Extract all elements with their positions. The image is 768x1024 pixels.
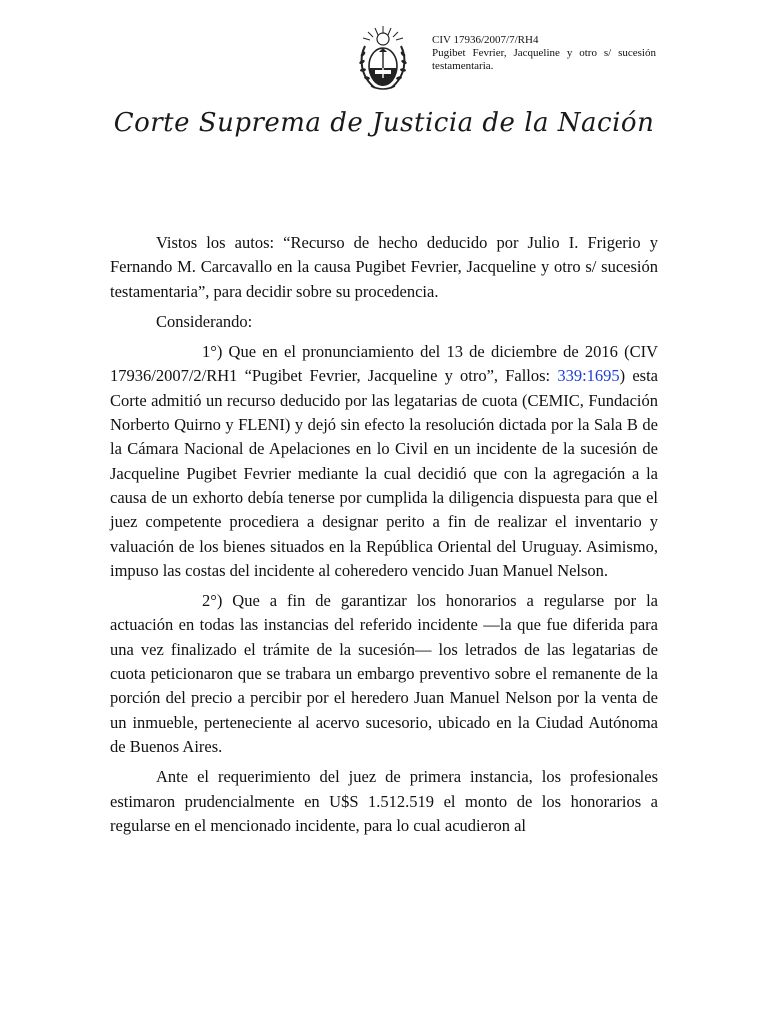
paragraph-considerando-1 — [110, 340, 658, 583]
case-header — [432, 34, 656, 73]
paragraph-requerimiento: Ante el requerimiento del juez de primera instancia, los profesionales estimaron prudencialmente en U$S 1.512.519 el monto de los honorarios a regularse en el mencionado incidente, para lo cual acudieron al — [110, 767, 658, 835]
paragraph-vistos: Vistos los autos: “Recurso de hecho deducido por Julio I. Frigerio y Fernando M. Carcavallo en la causa Pugibet Fevrier, Jacqueline y otro s/ sucesión testamentaria”, para decidir sobre su procedencia. — [110, 233, 658, 301]
argentina-coat-of-arms-icon — [357, 24, 409, 96]
document-body — [110, 231, 658, 838]
case-title: Pugibet Fevrier, Jacqueline y otro s/ sucesión testamentaria. — [432, 47, 656, 72]
fallos-citation-link[interactable]: 339:1695 — [557, 366, 620, 386]
paragraph-considerando: Considerando: — [156, 311, 253, 331]
paragraph-1-text-end: ) esta Corte admitió un recurso deducido por las legatarias de cuota (CEMIC, Fundación Norberto Quirno y FLENI) y dejó sin efecto la resolución dictada por la Sala B de la Cámara Nacional de Apelaciones en lo Civil en un incidente de la sucesión de Jacqueline Pugibet Fevrier mediante la cual decidió que con la agregación a la causa de un exhorto debía tenerse por cumplida la diligencia dispuesta para que el juez competente procediera a designar perito a fin de realizar el inventario y valuación de los bienes situados en la República Oriental del Uruguay. Asimismo, impuso las costas del incidente al coheredero vencido Juan Manuel Nelson. — [110, 366, 658, 580]
case-number: CIV 17936/2007/7/RH4 — [432, 34, 539, 46]
paragraph-1-text-start: 1°) Que en el pronunciamiento del 13 de diciembre de 2016 (CIV 17936/2007/2/RH1 “Pugibet Fevrier, Jacqueline y otro”, Fallos: — [110, 342, 658, 386]
paragraph-considerando-2: 2°) Que a fin de garantizar los honorarios a regularse por la actuación en todas las instancias del referido incidente —la que fue diferida para una vez finalizado el trámite de la sucesión— los letrados de las legatarias de cuota peticionaron que se trabara un embargo preventivo sobre el remanente de la porción del precio a percibir por el heredero Juan Manuel Nelson por la venta de un inmueble, perteneciente al acervo sucesorio, ubicado en la Ciudad Autónoma de Buenos Aires. — [110, 591, 658, 756]
court-title: Corte Suprema de Justicia de la Nación — [113, 108, 655, 138]
